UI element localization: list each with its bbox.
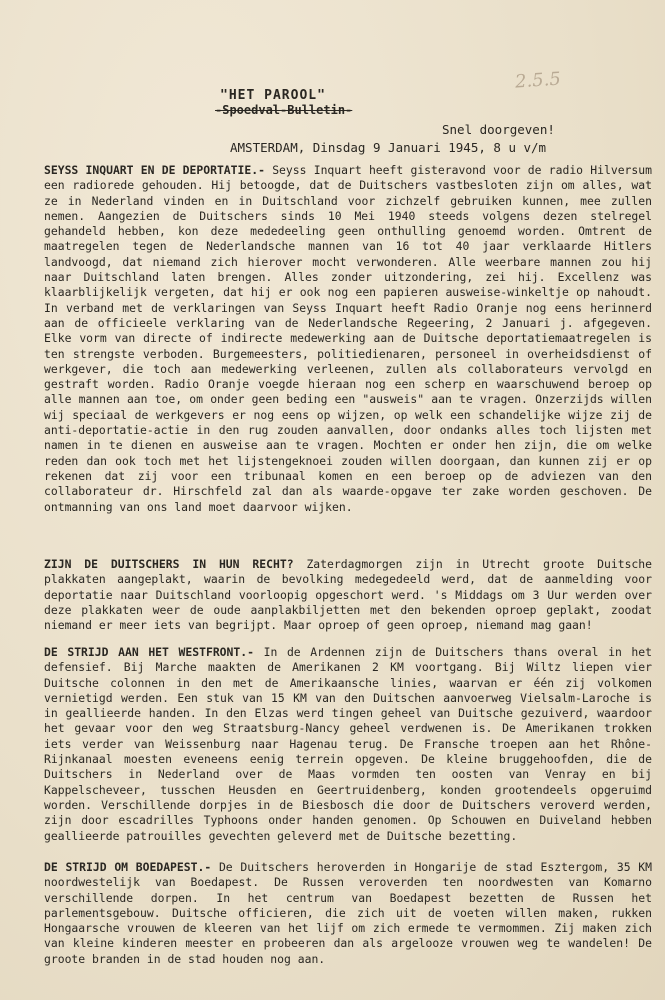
article-headline: DE STRIJD OM BOEDAPEST.-	[44, 860, 212, 874]
article-body: In de Ardennen zijn de Duitschers thans overal in het defensief. Bij Marche maakten de Amerikanen 2 KM voortgang. Bij Wiltz liepen vier Duitsche colonnen in den met de Amerikaansche linies, waarvan er één zij volkomen vernietigd werden. Een stuk van 15 KM van den Duitschen aanvoerweg Vielsalm-Laroche is in geallieerde handen. In den Elzas werd tingen geheel van Duitsche gezuiverd, waardoor het gevaar voor den weg Straatsburg-Nancy geheel verdwenen is. De Amerikanen trokken iets verder van Weissenburg naar Hagenau terug. De Fransche troepen aan het Rhône-Rijnkanaal moesten eveneens eenig terrein opgeven. De kleine bruggehoofden, die de Duitschers in Nederland over de Maas vormden ten oosten van Venray en bij Kappelscheveer, tusschen Heusden en Geertruidenberg, konden grootendeels opgeruimd worden. Verschillende dorpjes in de Biesbosch die door de Duitschers veroverd werden, zijn door escadrilles Typhoons onder handen genomen. Op Schouwen en Duiveland hebben geallieerde patrouilles gevechten geleverd met de Duitsche bezetting.	[44, 645, 653, 843]
article-headline: SEYSS INQUART EN DE DEPORTATIE.-	[44, 163, 265, 177]
article-body: Zaterdagmorgen zijn in Utrecht groote Duitsche plakkaten aangeplakt, waarin de bevolking medegedeeld werd, dat de aanmelding voor deportatie naar Duitschland voorloopig opgeschort werd. 's Middags om 3 Uur werden over deze plakkaten weer de oude aanplakbiljetten met den bekenden oproep geplakt, zoodat niemand er meer iets van begrijpt. Maar oproep of geen oproep, niemand mag gaan!	[44, 557, 653, 633]
newspaper-title: "HET PAROOL"	[220, 88, 326, 103]
article-body: Seyss Inquart heeft gisteravond voor de radio Hilversum een radiorede gehouden. Hij betoogde, dat de Duitschers vastbesloten zijn om alles, wat ze in Nederland vinden en in Duitschland voor zichzelf gebruiken kunnen, mee zullen nemen. Aangezien de Duitschers sinds 10 Mei 1940 steeds volgens dezen stelregel gehandeld hebben, kon deze mededeeling geen onthulling genoemd worden. Omtrent de maatregelen tegen de Nederlandsche mannen van 16 tot 40 jaar verklaarde Hitlers landvoogd, dat niemand zich hierover mocht verwonderen. Alle weerbare mannen zou hij naar Duitschland laten brengen. Alles zonder uitzondering, zei hij. Excellenz was klaarblijkelijk vergeten, dat hij er ook nog een papieren ausweise-winkeltje op nahoudt. In verband met de verklaringen van Seyss Inquart heeft Radio Oranje nog eens herinnerd aan de officieele verklaring van de Nederlandsche Regeering, 2 Januari j. afgegeven. Elke vorm van directe of indirecte medewerking aan de Duitsche deportatiemaatregelen is ten strengste verboden. Burgemeesters, politiedienaren, personeel in overheidsdienst of werkgever, die toch aan medewerking verleenen, zullen als collaborateurs vervolgd en gestraft worden. Radio Oranje voegde hieraan nog een scherp en waarschuwend beroep op alle mannen aan toe, om onder geen beding een "ausweis" aan te vragen. Onzerzijds willen wij speciaal de werkgevers er nog eens op wijzen, op welk een schandelijke wijze zij de anti-deportatie-actie in den rug zouden aanvallen, door ondanks alles toch lijsten met namen in te dienen en ausweise aan te vragen. Mochten er onder hen zijn, die om welke reden dan ook toch met het lijstengeknoei zouden willen doorgaan, dan kunnen zij er op rekenen dat zij voor een tribunaal komen en een beroep op de adviezen van den collaborateur dr. Hirschfeld zal dan als waarde-opgave ter zake worden geschoven. De ontmanning van ons land moet daarvoor wijken.	[44, 163, 652, 514]
urgent-note: Snel doorgeven!	[442, 122, 555, 137]
article-headline: ZIJN DE DUITSCHERS IN HUN RECHT?	[44, 557, 294, 571]
article-duitschers-recht	[44, 557, 652, 633]
article-headline: DE STRIJD AAN HET WESTFRONT.-	[44, 645, 254, 659]
article-boedapest	[44, 860, 652, 967]
article-body: De Duitschers heroverden in Hongarije de stad Esztergom, 35 KM noordwestelijk van Boedapest. De Russen veroverden ten noordwesten van Komarno verschillende dorpen. In het centrum van Boedapest bezetten de Russen het parlementsgebouw. Duitsche officieren, die zich uit de voeten willen maken, rukken Hongaarsche vrouwen de kleeren van het lijf om zich ermede te vermommen. Zij maken zich van kleine kinderen meester en probeeren dan als argelooze vrouwen weg te wandelen! De groote branden in de stad houden nog aan.	[44, 860, 652, 966]
dateline: AMSTERDAM, Dinsdag 9 Januari 1945, 8 u v/m	[230, 140, 547, 155]
archive-stamp: 2.5.5	[514, 68, 562, 93]
bulletin-subtitle: -Spoedval-Bulletin-	[215, 103, 353, 117]
article-westfront	[44, 645, 652, 844]
article-seyss-inquart	[44, 163, 652, 515]
